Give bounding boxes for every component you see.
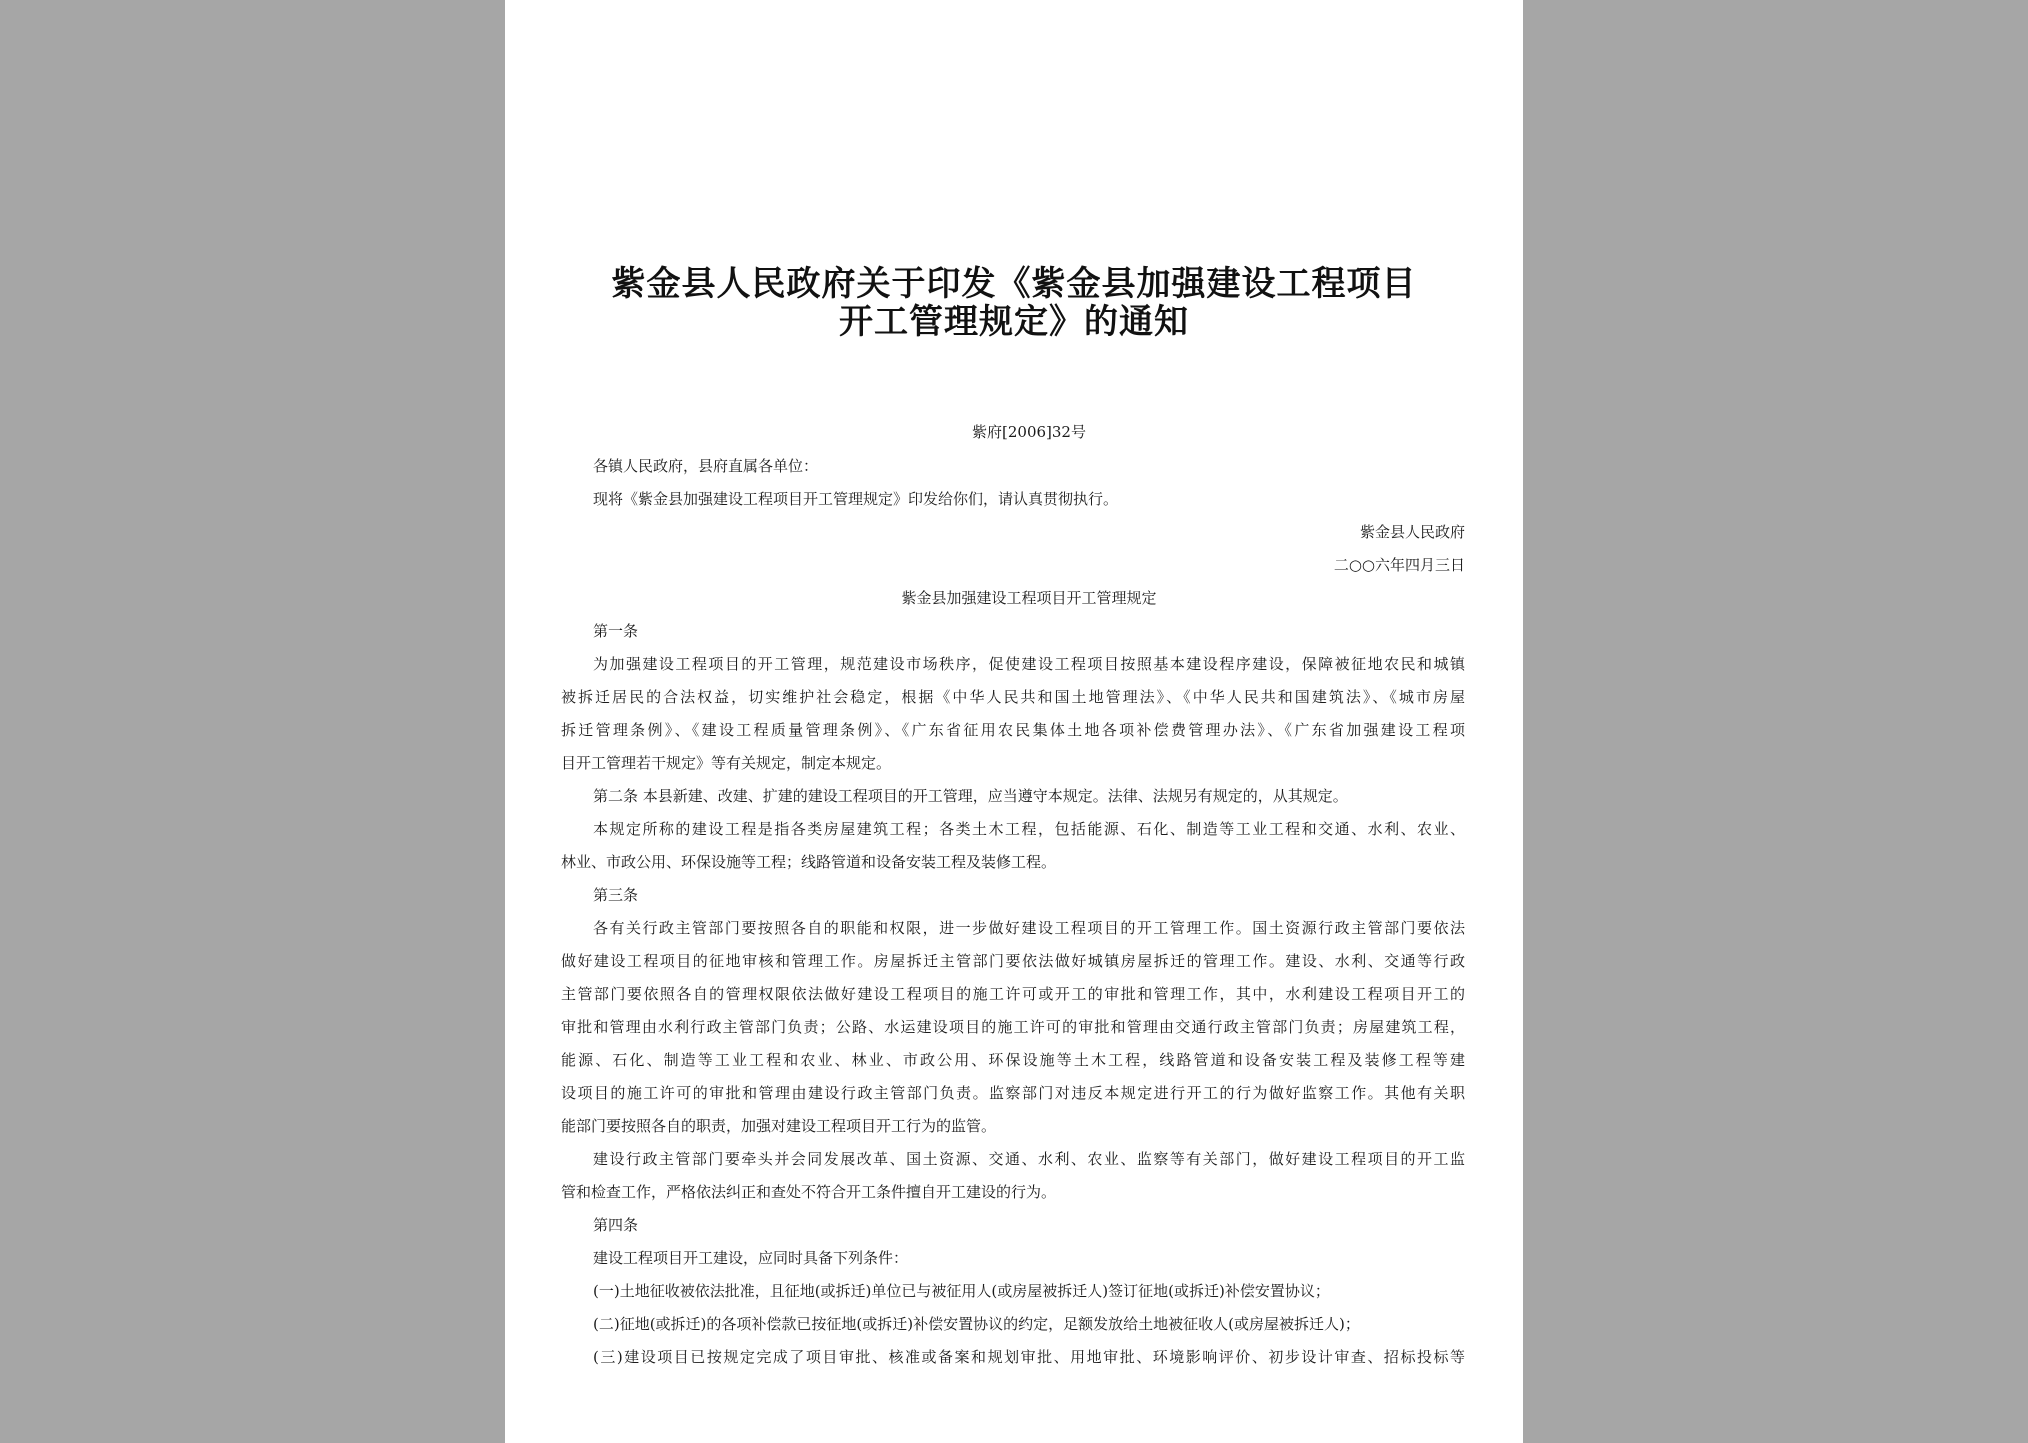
body-line: 各有关行政主管部门要按照各自的职能和权限，进一步做好建设工程项目的开工管理工作。国土资源行政主管部门要依法	[593, 919, 1465, 937]
document-number: 紫府[2006]32号	[972, 423, 1086, 441]
body-line: (三)建设项目已按规定完成了项目审批、核准或备案和规划审批、用地审批、环境影响评价、初步设计审查、招标投标等	[593, 1348, 1465, 1366]
body-line: 为加强建设工程项目的开工管理，规范建设市场秩序，促使建设工程项目按照基本建设程序建设，保障被征地农民和城镇	[593, 655, 1465, 673]
body-line: 目开工管理若干规定》等有关规定，制定本规定。	[561, 754, 892, 772]
body-line: 第二条 本县新建、改建、扩建的建设工程项目的开工管理，应当遵守本规定。法律、法规另有规定的，从其规定。	[593, 787, 1348, 805]
body-line: 审批和管理由水利行政主管部门负责；公路、水运建设项目的施工许可的审批和管理由交通行政主管部门负责；房屋建筑工程，	[561, 1018, 1465, 1036]
body-line: 本规定所称的建设工程是指各类房屋建筑工程；各类土木工程，包括能源、石化、制造等工业工程和交通、水利、农业、	[593, 820, 1465, 838]
body-line: 主管部门要依照各自的管理权限依法做好建设工程项目的施工许可或开工的审批和管理工作，其中，水利建设工程项目开工的	[561, 985, 1465, 1003]
body-line: 建设行政主管部门要牵头并会同发展改革、国土资源、交通、水利、农业、监察等有关部门，做好建设工程项目的开工监	[593, 1150, 1465, 1168]
body-line: 被拆迁居民的合法权益，切实维护社会稳定，根据《中华人民共和国土地管理法》、《中华人民共和国建筑法》、《城市房屋	[561, 688, 1465, 706]
document-title-line-1: 紫金县人民政府关于印发《紫金县加强建设工程项目	[611, 264, 1417, 304]
body-line: 管和检查工作，严格依法纠正和查处不符合开工条件擅自开工建设的行为。	[561, 1183, 1057, 1201]
body-line: 做好建设工程项目的征地审核和管理工作。房屋拆迁主管部门要依法做好城镇房屋拆迁的管理工作。建设、水利、交通等行政	[561, 952, 1465, 970]
issuer-name: 紫金县人民政府	[1359, 523, 1465, 541]
intro-paragraph: 现将《紫金县加强建设工程项目开工管理规定》印发给你们，请认真贯彻执行。	[593, 490, 1119, 508]
body-line: 能部门要按照各自的职责，加强对建设工程项目开工行为的监管。	[561, 1117, 997, 1135]
document-title-line-2: 开工管理规定》的通知	[839, 302, 1189, 342]
body-line: 建设工程项目开工建设，应同时具备下列条件：	[593, 1249, 909, 1267]
document-page	[505, 0, 1523, 1443]
body-line: 拆迁管理条例》、《建设工程质量管理条例》、《广东省征用农民集体土地各项补偿费管理办法》、《广东省加强建设工程项	[561, 721, 1465, 739]
body-line: (一)土地征收被依法批准，且征地(或拆迁)单位已与被征用人(或房屋被拆迁人)签订征地(或拆迁)补偿安置协议；	[593, 1282, 1330, 1300]
issue-date: 二○○六年四月三日	[1333, 556, 1465, 574]
body-line: 设项目的施工许可的审批和管理由建设行政主管部门负责。监察部门对违反本规定进行开工的行为做好监察工作。其他有关职	[561, 1084, 1465, 1102]
body-line: 能源、石化、制造等工业工程和农业、林业、市政公用、环保设施等土木工程，线路管道和设备安装工程及装修工程等建	[561, 1051, 1465, 1069]
article-heading: 第三条	[593, 886, 639, 904]
regulation-title: 紫金县加强建设工程项目开工管理规定	[901, 589, 1157, 607]
article-heading: 第一条	[593, 622, 639, 640]
body-line: 林业、市政公用、环保设施等工程；线路管道和设备安装工程及装修工程。	[561, 853, 1057, 871]
body-line: (二)征地(或拆迁)的各项补偿款已按征地(或拆迁)补偿安置协议的约定，足额发放给土地被征收人(或房屋被拆迁人)；	[593, 1315, 1360, 1333]
article-heading: 第四条	[593, 1216, 639, 1234]
addressee: 各镇人民政府，县府直属各单位：	[593, 457, 819, 475]
